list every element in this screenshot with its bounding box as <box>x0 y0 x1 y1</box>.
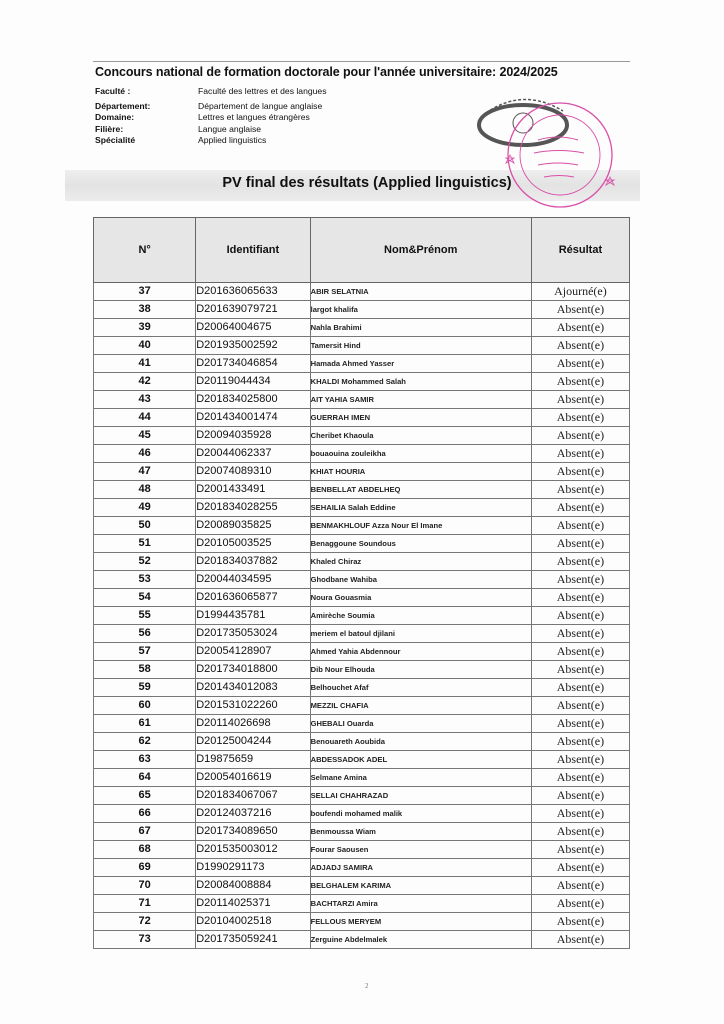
table-row <box>94 877 630 895</box>
table-row <box>94 679 630 697</box>
table-row <box>94 769 630 787</box>
row-result: Absent(e) <box>531 337 629 355</box>
row-name: KHIAT HOURIA <box>310 463 531 481</box>
row-number: 47 <box>94 463 196 481</box>
row-result: Absent(e) <box>531 823 629 841</box>
row-result: Ajourné(e) <box>531 283 629 301</box>
field-value: Lettres et langues étrangères <box>198 112 310 123</box>
field-value: Département de langue anglaise <box>198 101 323 111</box>
row-number: 51 <box>94 535 196 553</box>
row-result: Absent(e) <box>531 481 629 499</box>
row-identifiant: D201935002592 <box>196 337 310 355</box>
row-number: 58 <box>94 661 196 679</box>
row-result: Absent(e) <box>531 697 629 715</box>
table-row <box>94 859 630 877</box>
row-result: Absent(e) <box>531 805 629 823</box>
row-identifiant: D201531022260 <box>196 697 310 715</box>
field-value: Faculté des lettres et des langues <box>198 86 327 96</box>
row-number: 37 <box>94 283 196 301</box>
table-row <box>94 283 630 301</box>
row-name: BACHTARZI Amira <box>310 895 531 913</box>
table-row <box>94 391 630 409</box>
row-result: Absent(e) <box>531 787 629 805</box>
table-row <box>94 805 630 823</box>
row-result: Absent(e) <box>531 535 629 553</box>
row-identifiant: D201834025800 <box>196 391 310 409</box>
table-header-row <box>94 218 630 283</box>
row-identifiant: D201834067067 <box>196 787 310 805</box>
table-row <box>94 643 630 661</box>
row-name: Nahla Brahimi <box>310 319 531 337</box>
row-identifiant: D19875659 <box>196 751 310 769</box>
row-number: 57 <box>94 643 196 661</box>
table-row <box>94 589 630 607</box>
row-number: 40 <box>94 337 196 355</box>
row-result: Absent(e) <box>531 733 629 751</box>
row-name: Selmane Amina <box>310 769 531 787</box>
table-row <box>94 427 630 445</box>
column-header-result: Résultat <box>531 218 629 283</box>
table-row <box>94 751 630 769</box>
row-identifiant: D201734089650 <box>196 823 310 841</box>
row-name: Zerguine Abdelmalek <box>310 931 531 949</box>
table-row <box>94 373 630 391</box>
row-identifiant: D201735059241 <box>196 931 310 949</box>
row-number: 70 <box>94 877 196 895</box>
row-identifiant: D20054128907 <box>196 643 310 661</box>
top-rule <box>93 61 630 62</box>
table-row <box>94 931 630 949</box>
row-name: Fourar Saousen <box>310 841 531 859</box>
table-row <box>94 535 630 553</box>
row-identifiant: D20054016619 <box>196 769 310 787</box>
row-result: Absent(e) <box>531 751 629 769</box>
row-number: 41 <box>94 355 196 373</box>
document-title: Concours national de formation doctorale pour l'année universitaire: 2024/2025 <box>95 65 558 79</box>
row-number: 60 <box>94 697 196 715</box>
row-identifiant: D20119044434 <box>196 373 310 391</box>
field-label: Spécialité <box>95 135 136 146</box>
row-name: Amirèche Soumia <box>310 607 531 625</box>
field-label: Département: <box>95 101 151 111</box>
row-result: Absent(e) <box>531 841 629 859</box>
row-number: 39 <box>94 319 196 337</box>
row-name: KHALDI Mohammed Salah <box>310 373 531 391</box>
row-name: GHEBALI Ouarda <box>310 715 531 733</box>
row-identifiant: D201639079721 <box>196 301 310 319</box>
row-name: Noura Gouasmia <box>310 589 531 607</box>
row-result: Absent(e) <box>531 427 629 445</box>
row-identifiant: D201834028255 <box>196 499 310 517</box>
table-row <box>94 571 630 589</box>
row-number: 52 <box>94 553 196 571</box>
table-row <box>94 787 630 805</box>
row-number: 65 <box>94 787 196 805</box>
row-result: Absent(e) <box>531 373 629 391</box>
table-row <box>94 823 630 841</box>
table-row <box>94 409 630 427</box>
table-row <box>94 319 630 337</box>
row-number: 64 <box>94 769 196 787</box>
row-result: Absent(e) <box>531 769 629 787</box>
row-number: 72 <box>94 913 196 931</box>
row-result: Absent(e) <box>531 391 629 409</box>
row-result: Absent(e) <box>531 517 629 535</box>
row-number: 42 <box>94 373 196 391</box>
table-row <box>94 715 630 733</box>
row-result: Absent(e) <box>531 607 629 625</box>
row-identifiant: D20124037216 <box>196 805 310 823</box>
row-name: Belhouchet Afaf <box>310 679 531 697</box>
row-name: largot khalifa <box>310 301 531 319</box>
table-row <box>94 553 630 571</box>
row-name: FELLOUS MERYEM <box>310 913 531 931</box>
row-number: 54 <box>94 589 196 607</box>
table-row <box>94 913 630 931</box>
field-label: Filière: <box>95 123 124 134</box>
row-identifiant: D201636065633 <box>196 283 310 301</box>
row-number: 66 <box>94 805 196 823</box>
row-identifiant: D20084008884 <box>196 877 310 895</box>
row-identifiant: D20044062337 <box>196 445 310 463</box>
field-value: Applied linguistics <box>198 135 267 146</box>
row-name: SELLAI CHAHRAZAD <box>310 787 531 805</box>
row-result: Absent(e) <box>531 913 629 931</box>
row-name: BENMAKHLOUF Azza Nour El Imane <box>310 517 531 535</box>
row-identifiant: D2001433491 <box>196 481 310 499</box>
table-row <box>94 625 630 643</box>
row-number: 61 <box>94 715 196 733</box>
row-number: 71 <box>94 895 196 913</box>
field-label: Faculté : <box>95 86 131 96</box>
row-number: 53 <box>94 571 196 589</box>
table-row <box>94 661 630 679</box>
table-body <box>94 283 630 949</box>
column-header-identifiant: Identifiant <box>196 218 310 283</box>
row-result: Absent(e) <box>531 319 629 337</box>
row-name: GUERRAH IMEN <box>310 409 531 427</box>
row-result: Absent(e) <box>531 643 629 661</box>
table-row <box>94 445 630 463</box>
pv-title: PV final des résultats (Applied linguistics) <box>222 175 512 191</box>
row-identifiant: D20125004244 <box>196 733 310 751</box>
row-result: Absent(e) <box>531 931 629 949</box>
row-name: Khaled Chiraz <box>310 553 531 571</box>
row-name: Benaggoune Soundous <box>310 535 531 553</box>
row-name: BENBELLAT ABDELHEQ <box>310 481 531 499</box>
row-name: ABDESSADOK ADEL <box>310 751 531 769</box>
row-identifiant: D201734018800 <box>196 661 310 679</box>
row-result: Absent(e) <box>531 445 629 463</box>
row-number: 55 <box>94 607 196 625</box>
column-header-name: Nom&Prénom <box>310 218 531 283</box>
table-row <box>94 481 630 499</box>
row-name: Dib Nour Elhouda <box>310 661 531 679</box>
row-identifiant: D201535003012 <box>196 841 310 859</box>
row-name: SEHAILIA Salah Eddine <box>310 499 531 517</box>
row-identifiant: D20114026698 <box>196 715 310 733</box>
row-result: Absent(e) <box>531 715 629 733</box>
row-identifiant: D20094035928 <box>196 427 310 445</box>
row-identifiant: D20089035825 <box>196 517 310 535</box>
row-name: Ahmed Yahia Abdennour <box>310 643 531 661</box>
row-identifiant: D20064004675 <box>196 319 310 337</box>
row-identifiant: D201434001474 <box>196 409 310 427</box>
row-result: Absent(e) <box>531 661 629 679</box>
row-name: BELGHALEM KARIMA <box>310 877 531 895</box>
row-name: ADJADJ SAMIRA <box>310 859 531 877</box>
row-identifiant: D201735053024 <box>196 625 310 643</box>
row-name: meriem el batoul djilani <box>310 625 531 643</box>
row-result: Absent(e) <box>531 553 629 571</box>
row-name: Benouareth Aoubida <box>310 733 531 751</box>
column-header-number: N° <box>94 218 196 283</box>
row-identifiant: D20114025371 <box>196 895 310 913</box>
row-name: AIT YAHIA SAMIR <box>310 391 531 409</box>
row-result: Absent(e) <box>531 301 629 319</box>
row-number: 73 <box>94 931 196 949</box>
row-result: Absent(e) <box>531 895 629 913</box>
table-row <box>94 697 630 715</box>
row-number: 48 <box>94 481 196 499</box>
row-identifiant: D20105003525 <box>196 535 310 553</box>
results-table <box>93 217 630 949</box>
row-number: 68 <box>94 841 196 859</box>
row-name: Cheribet Khaoula <box>310 427 531 445</box>
row-number: 46 <box>94 445 196 463</box>
row-result: Absent(e) <box>531 571 629 589</box>
table-row <box>94 733 630 751</box>
table-row <box>94 337 630 355</box>
row-name: Hamada Ahmed Yasser <box>310 355 531 373</box>
table-row <box>94 895 630 913</box>
row-name: boufendi mohamed malik <box>310 805 531 823</box>
row-result: Absent(e) <box>531 355 629 373</box>
table-row <box>94 841 630 859</box>
row-number: 50 <box>94 517 196 535</box>
row-name: Benmoussa Wiam <box>310 823 531 841</box>
row-result: Absent(e) <box>531 877 629 895</box>
table-row <box>94 301 630 319</box>
row-name: bouaouina zouleikha <box>310 445 531 463</box>
row-name: Ghodbane Wahiba <box>310 571 531 589</box>
field-label: Domaine: <box>95 112 135 123</box>
row-identifiant: D20074089310 <box>196 463 310 481</box>
table-row <box>94 517 630 535</box>
row-name: ABIR SELATNIA <box>310 283 531 301</box>
row-number: 49 <box>94 499 196 517</box>
row-result: Absent(e) <box>531 463 629 481</box>
row-number: 38 <box>94 301 196 319</box>
page-number: 2 <box>365 982 369 990</box>
row-name: MEZZIL CHAFIA <box>310 697 531 715</box>
row-number: 44 <box>94 409 196 427</box>
row-result: Absent(e) <box>531 679 629 697</box>
row-identifiant: D20104002518 <box>196 913 310 931</box>
table-row <box>94 355 630 373</box>
row-number: 63 <box>94 751 196 769</box>
row-identifiant: D201734046854 <box>196 355 310 373</box>
row-result: Absent(e) <box>531 859 629 877</box>
row-identifiant: D1994435781 <box>196 607 310 625</box>
row-identifiant: D20044034595 <box>196 571 310 589</box>
row-number: 69 <box>94 859 196 877</box>
row-result: Absent(e) <box>531 499 629 517</box>
row-identifiant: D201434012083 <box>196 679 310 697</box>
table-row <box>94 607 630 625</box>
row-identifiant: D1990291173 <box>196 859 310 877</box>
row-name: Tamersit Hind <box>310 337 531 355</box>
row-number: 59 <box>94 679 196 697</box>
field-value: Langue anglaise <box>198 123 262 134</box>
table-row <box>94 463 630 481</box>
row-number: 56 <box>94 625 196 643</box>
row-result: Absent(e) <box>531 409 629 427</box>
row-result: Absent(e) <box>531 589 629 607</box>
row-result: Absent(e) <box>531 625 629 643</box>
row-identifiant: D201636065877 <box>196 589 310 607</box>
row-identifiant: D201834037882 <box>196 553 310 571</box>
row-number: 62 <box>94 733 196 751</box>
row-number: 67 <box>94 823 196 841</box>
row-number: 43 <box>94 391 196 409</box>
row-number: 45 <box>94 427 196 445</box>
table-row <box>94 499 630 517</box>
